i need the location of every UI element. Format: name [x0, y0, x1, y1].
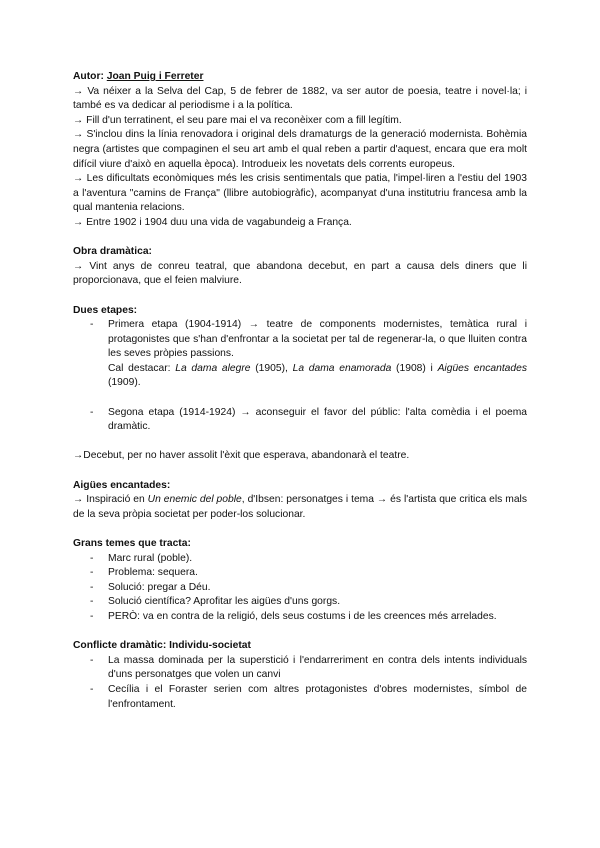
etapes-conclusion: →Decebut, per no haver assolit l'èxit que esperava, abandonarà el teatre.	[73, 450, 410, 462]
work-title: Aigües encantades	[437, 362, 528, 374]
list-item: - La massa dominada per la superstició i l'endarreriment en contra dels intents individuals d'uns personatges que volen un canvi	[90, 654, 527, 681]
conflicte-list	[73, 654, 527, 712]
work-title: Un enemic del poble	[147, 494, 242, 506]
temes-list	[73, 552, 527, 625]
author-heading	[73, 70, 527, 85]
destacar-line: Cal destacar: La dama alegre (1905), La dama enamorada (1908) i Aigües encantades (1909).	[108, 362, 528, 389]
list-item: - Solució científica? Aprofitar les aigües d'uns gorgs.	[90, 596, 341, 608]
author-name: Joan Puig i Ferreter	[106, 71, 204, 82]
list-item: - PERÒ: va en contra de la religió, dels seus costums i de les creences més arrelades.	[90, 610, 497, 622]
document-page	[73, 70, 527, 712]
author-line: → Va néixer a la Selva del Cap, 5 de febrer de 1882, va ser autor de poesia, teatre i novel·la; i també es va dedicar al periodisme i a la política.	[73, 85, 527, 112]
etapes-heading: Dues etapes:	[73, 304, 138, 316]
aigues-heading: Aigües encantades:	[73, 479, 171, 491]
author-line: → Fill d'un terratinent, el seu pare mai el va reconèixer com a fill legítim.	[73, 114, 402, 126]
list-dash: -	[90, 406, 94, 418]
list-item: - Problema: sequera.	[90, 567, 198, 579]
etapa1-text: Primera etapa (1904-1914) → teatre de components modernistes, temàtica rural i protagonistes que s'han d'enfrontar a la societat per tal de regenerar-la, o que lluiten contra les seves pròpies passions.	[108, 319, 527, 360]
author-line: → Les dificultats econòmiques més les crisis sentimentals que patia, l'impel·liren a l'estiu del 1903 a l'aventura "camins de França" (llibre autobiogràfic), acompanyat d'una institutriu francesa amb la qual mantenia relacions.	[73, 173, 527, 214]
list-item: - Marc rural (poble).	[90, 552, 193, 564]
aigues-text: → Inspiració en Un enemic del poble, d'Ibsen: personatges i tema → és l'artista que critica els mals de la seva pròpia societat per poder-los solucionar.	[73, 494, 527, 520]
list-item	[73, 318, 527, 391]
temes-heading: Grans temes que tracta:	[73, 538, 191, 549]
obra-text: → Vint anys de conreu teatral, que abandona decebut, en part a causa dels diners que li proporcionava, que el feien malviure.	[73, 260, 527, 287]
etapes-list	[73, 318, 527, 435]
conflicte-heading: Conflicte dramàtic: Individu-societat	[73, 640, 251, 652]
author-line: → S'inclou dins la línia renovadora i original dels dramaturgs de la generació modernista. Bohèmia negra (artistes que compaginen el seu art amb el qual reben a partir d'aquest, encara que era molt difícil viure d'això en aquella època). Introdueix les novetats dels corrents europeus.	[73, 129, 527, 170]
work-title: La dama alegre	[175, 362, 251, 374]
etapa2-text: Segona etapa (1914-1924) → aconseguir el favor del públic: l'alta comèdia i el poema dramàtic.	[108, 406, 527, 433]
author-label: Autor:	[73, 71, 104, 82]
list-item: - Cecília i el Foraster serien com altres protagonistes d'obres modernistes, símbol de l'enfrontament.	[90, 683, 527, 710]
list-dash: -	[90, 319, 94, 331]
work-title: La dama enamorada	[292, 362, 392, 374]
list-item: - Solució: pregar a Déu.	[90, 581, 211, 593]
list-item	[73, 406, 527, 435]
obra-heading: Obra dramàtica:	[73, 246, 152, 258]
author-line: → Entre 1902 i 1904 duu una vida de vagabundeig a França.	[73, 216, 352, 228]
